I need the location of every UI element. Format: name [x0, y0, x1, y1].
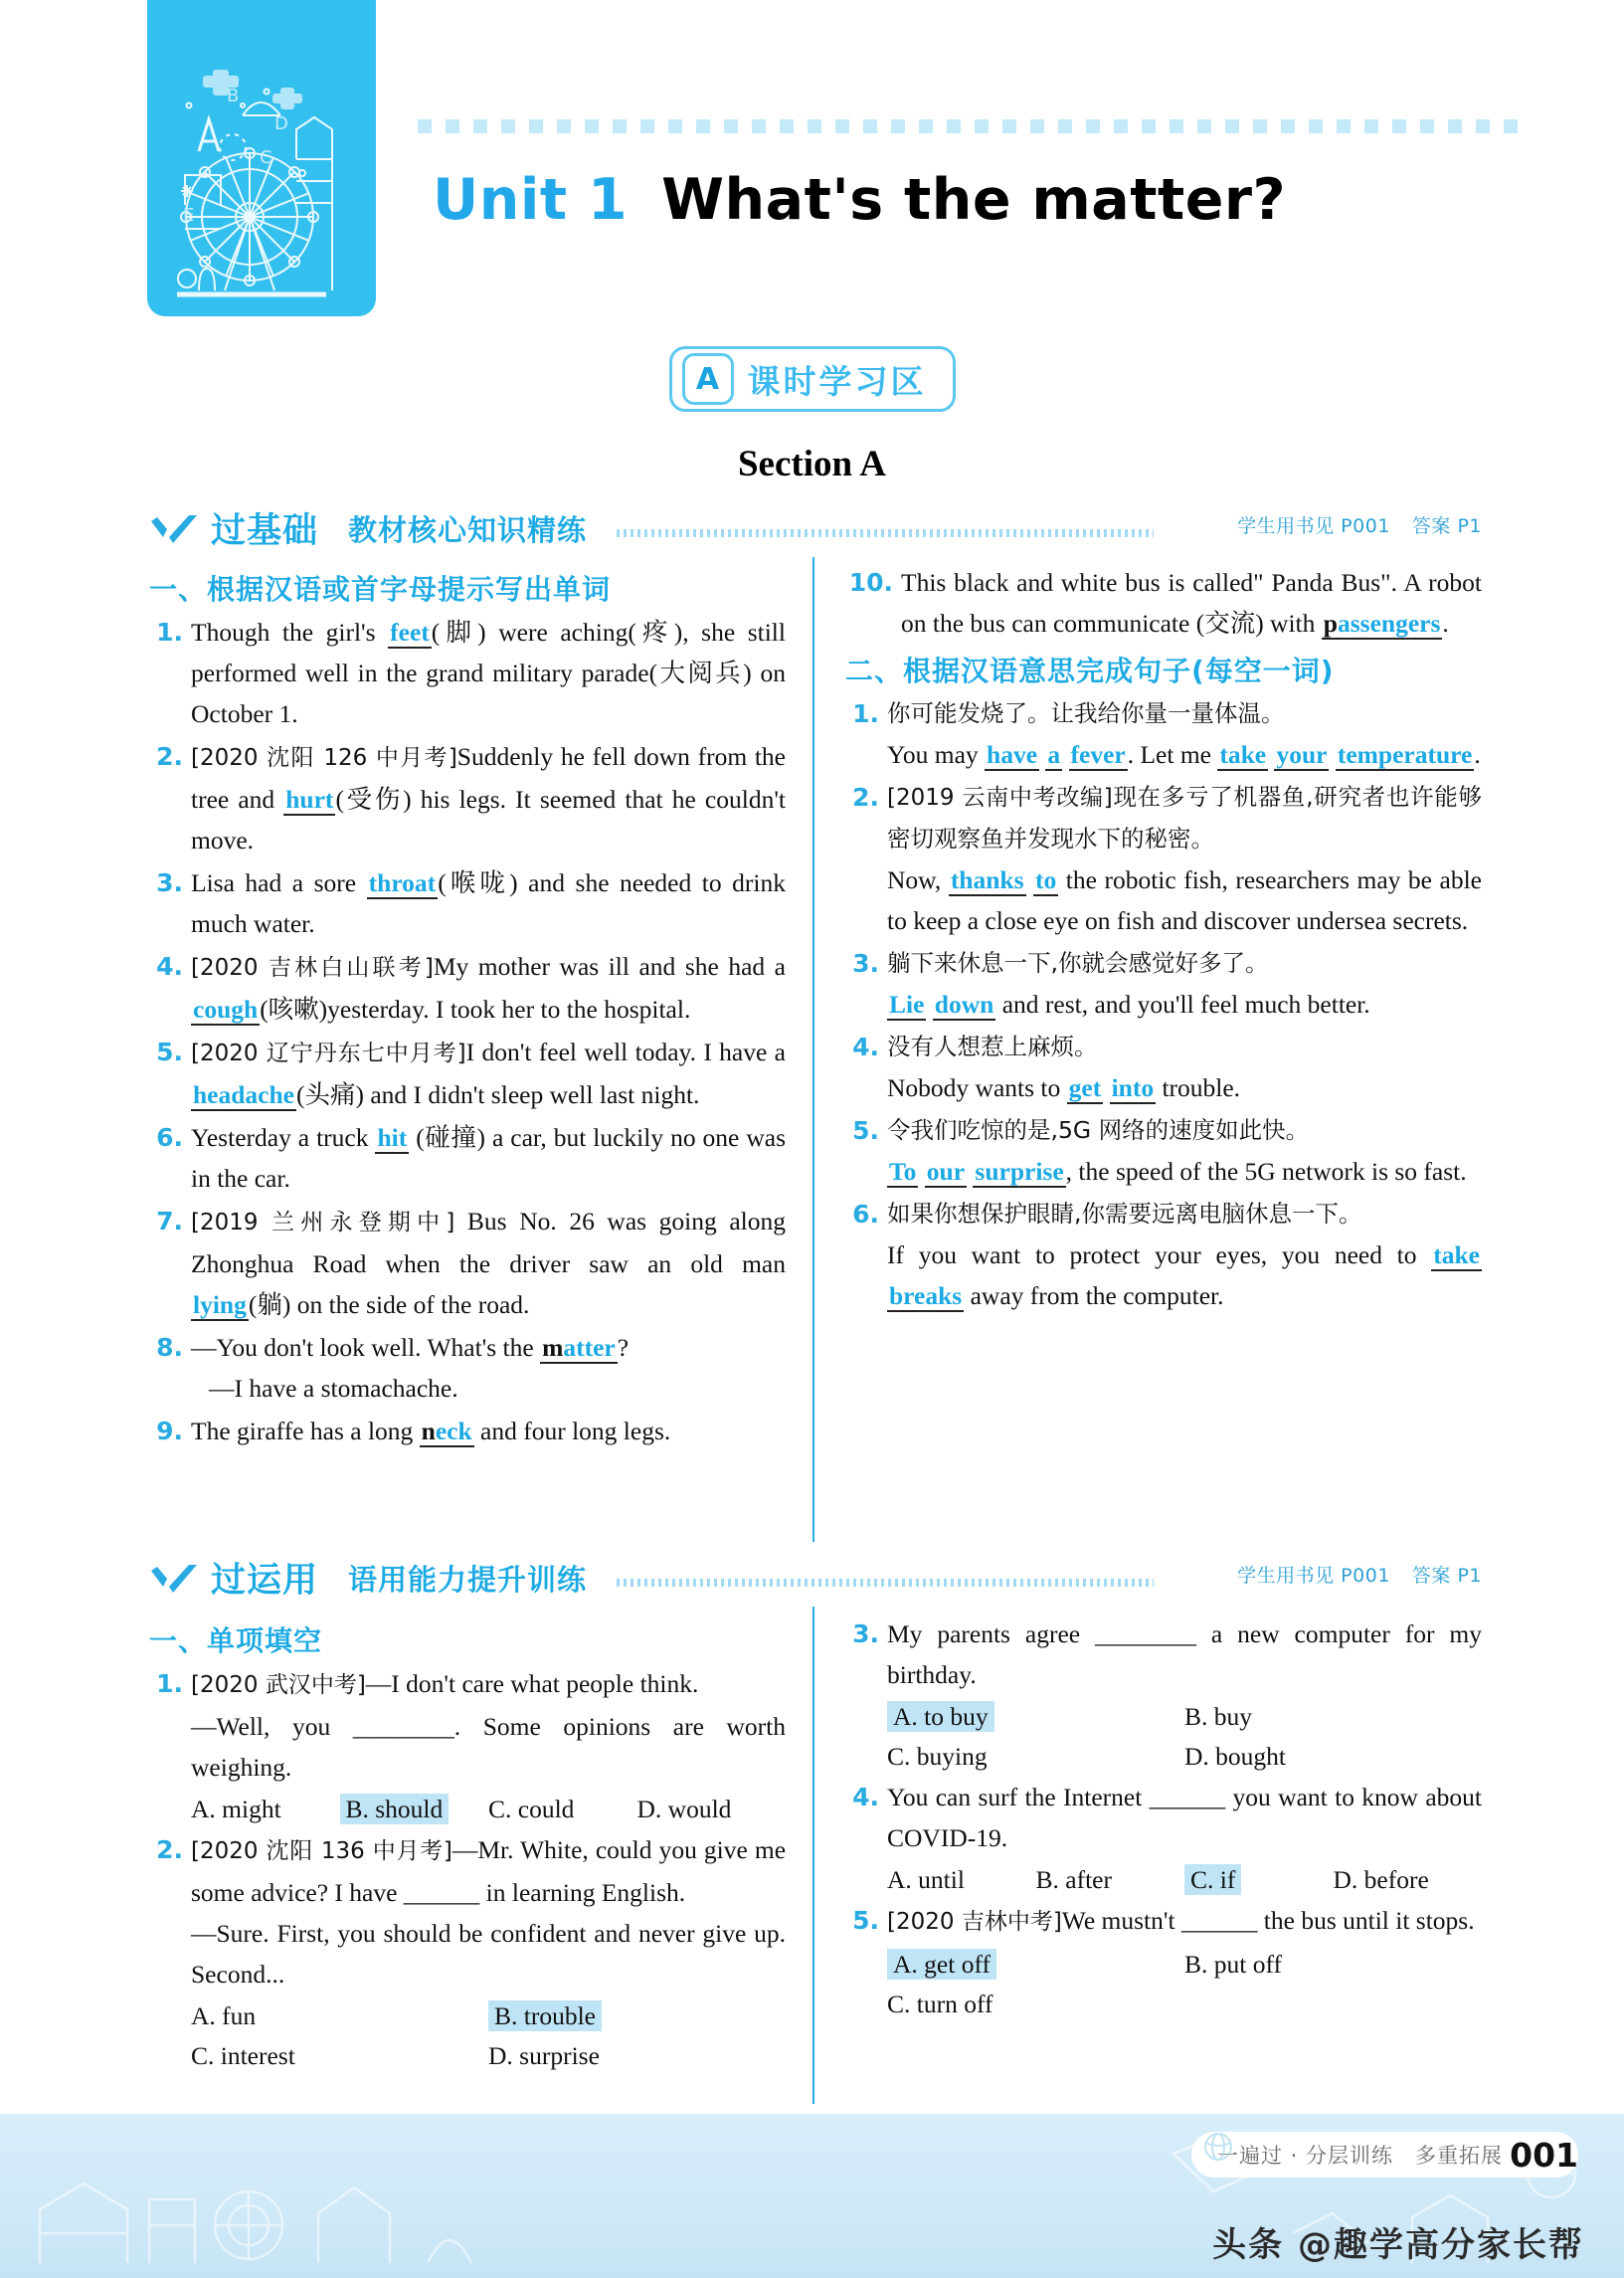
exam-source: [2020 沈阳 136 中月考] — [191, 1838, 452, 1864]
exercise-item — [149, 1117, 786, 1199]
reference-answer: 答案 P1 — [1411, 515, 1482, 537]
correct-answer: B. should — [340, 1794, 450, 1824]
option-text: D. before — [1333, 1865, 1429, 1894]
mc-option[interactable] — [1334, 1860, 1483, 1900]
column-top-right — [845, 562, 1482, 1318]
item-number: 4. — [852, 1033, 879, 1061]
exercise-item — [149, 612, 786, 734]
mc-option[interactable] — [488, 1996, 786, 2036]
mc-option[interactable] — [637, 1790, 787, 1829]
correct-answer: C. if — [1184, 1864, 1241, 1895]
question-text: My mother was ill and she had a — [433, 952, 786, 981]
item-body — [183, 1032, 786, 1115]
question-text — [1329, 740, 1335, 769]
exercise-item — [149, 1201, 786, 1325]
item-number: 3. — [852, 1619, 879, 1648]
column-top-left — [149, 562, 786, 1453]
correct-answer: A. get off — [887, 1949, 996, 1980]
item-body — [879, 1614, 1482, 1695]
mc-option-row — [845, 1985, 1482, 2024]
item-body — [183, 1411, 786, 1451]
exercise-item — [149, 736, 786, 860]
option-text: C. interest — [191, 2041, 295, 2070]
chinese-prompt: 你可能发烧了。让我给你量一量体温。 — [887, 699, 1285, 727]
option-text: A. might — [191, 1795, 281, 1823]
english-answer-line — [887, 984, 1482, 1025]
mc-option[interactable] — [340, 1790, 489, 1829]
option-text: D. bought — [1184, 1742, 1286, 1771]
exam-source: [2019 兰州永登期中] — [191, 1210, 455, 1235]
answer-word: have — [987, 740, 1038, 769]
title-dotted-rule — [418, 119, 1532, 133]
question-text: This black and white bus is called" Panda Bus". A robot on the bus can communicate (交流) with — [901, 568, 1482, 638]
column-bottom-right — [845, 1614, 1482, 2024]
page-footer — [0, 2114, 1624, 2278]
mc-stem-line: —Sure. First, you should be confident and never give up. Second... — [191, 1919, 786, 1989]
answer-word: breaks — [889, 1281, 963, 1310]
exercise-item — [845, 777, 1482, 941]
check-icon — [149, 1563, 201, 1595]
mc-option[interactable] — [1184, 1860, 1334, 1900]
question-text: Nobody wants to — [887, 1073, 1067, 1102]
english-answer-line — [887, 859, 1482, 941]
answer-suffix: eck — [435, 1417, 472, 1445]
mc-option[interactable] — [191, 2036, 488, 2076]
question-text: (喉咙) and she needed to drink much water. — [191, 868, 786, 938]
answer-word: your — [1276, 740, 1328, 769]
answer-word: hurt — [285, 785, 334, 814]
question-text: (碰撞) a car, but luckily no one was in the car. — [191, 1123, 787, 1193]
part2-items — [845, 693, 1482, 1316]
answer-word: headache — [193, 1080, 294, 1109]
english-answer-line — [887, 1151, 1482, 1192]
part2-heading: 二、根据汉语意思完成句子(每空一词) — [845, 655, 1335, 687]
answer-word: our — [926, 1157, 966, 1186]
exercise-item — [845, 1110, 1482, 1192]
answer-word: Lie — [889, 990, 925, 1019]
mc-item — [149, 1663, 786, 1829]
globe-icon — [1203, 2132, 1233, 2162]
mc-stem-line: [2020 沈阳 136 中月考]—Mr. White, could you give me some advice? I have ______ in learning English. — [191, 1835, 787, 1907]
correct-answer: A. to buy — [887, 1701, 994, 1732]
mc-option[interactable] — [191, 1996, 488, 2036]
svg-text:C: C — [260, 147, 272, 168]
question-text — [1062, 740, 1068, 769]
english-answer-line — [887, 734, 1482, 775]
answer-word: get — [1068, 1073, 1102, 1102]
watermark: 头条 @趣学高分家长帮 — [1212, 2225, 1584, 2265]
question-text: If you want to protect your eyes, you need to — [887, 1240, 1432, 1269]
exercise-item — [149, 862, 786, 944]
question-text: (躺) on the side of the road. — [248, 1290, 530, 1319]
section-rule — [617, 1579, 1154, 1587]
part3-heading: 一、单项填空 — [149, 1624, 323, 1657]
part1-items-right — [845, 562, 1482, 644]
mc-option[interactable] — [1036, 1860, 1185, 1900]
page-title — [433, 167, 1286, 233]
reference-answer: 答案 P1 — [1411, 1565, 1482, 1587]
unit-title-text: What's the matter? — [661, 167, 1287, 233]
answer-word: hit — [377, 1123, 408, 1152]
item-body — [879, 1110, 1482, 1192]
mc-stem — [845, 1900, 1482, 1943]
option-text: B. buy — [1184, 1702, 1253, 1731]
answer-word: to — [1035, 865, 1057, 894]
column-divider-bottom — [812, 1607, 814, 2104]
item-number: 1. — [852, 699, 879, 728]
question-text: Lisa had a sore — [191, 868, 367, 897]
question-text: ? — [617, 1333, 630, 1362]
option-text: C. turn off — [887, 1990, 993, 2018]
chinese-prompt: 令我们吃惊的是,5G 网络的速度如此快。 — [887, 1116, 1310, 1144]
english-answer-line — [887, 1234, 1482, 1316]
section-subtitle: 教材核心知识精练 — [348, 513, 588, 547]
question-text: Now, — [887, 865, 949, 894]
section-rule — [617, 529, 1154, 537]
item-number: 2. — [156, 1835, 183, 1864]
item-number: 6. — [852, 1200, 879, 1229]
answer-word: surprise — [975, 1157, 1064, 1186]
mc-option[interactable] — [1184, 1737, 1482, 1777]
item-body — [879, 1777, 1482, 1858]
exercise-item — [845, 943, 1482, 1025]
question-text: Yesterday a truck — [191, 1123, 376, 1152]
badge-label: 课时学习区 — [747, 361, 927, 401]
item-number: 2. — [852, 783, 879, 812]
item-body — [893, 562, 1482, 644]
exam-source: [2020 沈阳 126 中月考] — [191, 745, 457, 771]
reference-book: 学生用书见 P001 — [1237, 515, 1390, 537]
mc-stem-line: —Well, you ________. Some opinions are worth weighing. — [191, 1712, 786, 1782]
mc-option-row — [845, 1860, 1482, 1900]
exam-source: [2020 吉林白山联考] — [191, 955, 434, 981]
answer-word: thanks — [950, 865, 1024, 894]
item-number: 9. — [156, 1417, 183, 1445]
study-zone-badge — [669, 346, 956, 412]
chinese-prompt: 躺下来休息一下,你就会感觉好多了。 — [887, 949, 1269, 977]
answer-suffix: atter — [563, 1333, 616, 1362]
answer-suffix: assengers — [1337, 609, 1441, 638]
part1-items-left — [149, 612, 786, 1451]
mc-option[interactable] — [488, 2036, 786, 2076]
option-text: D. surprise — [488, 2041, 600, 2070]
mc-option[interactable] — [488, 1790, 637, 1829]
column-bottom-left — [149, 1614, 786, 2076]
mc-item — [149, 1829, 786, 2076]
item-number: 4. — [156, 952, 183, 981]
question-text — [1026, 865, 1034, 894]
question-text: , the speed of the 5G network is so fast. — [1065, 1157, 1467, 1186]
section-reference — [1237, 1561, 1482, 1588]
answer-word: fever — [1070, 740, 1126, 769]
mc-option-row — [845, 1737, 1482, 1777]
item-body — [183, 946, 786, 1030]
item-number: 2. — [156, 742, 183, 771]
item-number: 5. — [156, 1038, 183, 1066]
study-zone-badge-wrap — [0, 346, 1624, 412]
exercise-item — [845, 562, 1482, 644]
answer-word: into — [1111, 1073, 1155, 1102]
mc-stem-line: You can surf the Internet ______ you want to know about COVID-19. — [887, 1783, 1482, 1852]
badge-letter: A — [682, 353, 734, 405]
chinese-prompt: [2019 云南中考改编]现在多亏了机器鱼,研究者也许能够密切观察鱼并发现水下的秘密。 — [887, 783, 1482, 853]
section-header-yunyong — [149, 1557, 1482, 1603]
exercise-item — [149, 946, 786, 1030]
question-text: (头痛) and I didn't sleep well last night. — [296, 1080, 700, 1109]
question-text: . Let me — [1127, 740, 1218, 769]
exam-source: [2020 辽宁丹东七中月考] — [191, 1041, 466, 1066]
exercise-item — [149, 1032, 786, 1115]
question-text: I don't feel well today. I have a — [465, 1038, 786, 1066]
question-text: away from the computer. — [964, 1281, 1224, 1310]
option-text: D. would — [636, 1795, 732, 1823]
question-text: and rest, and you'll feel much better. — [995, 990, 1370, 1019]
item-number: 5. — [852, 1116, 879, 1145]
mc-option[interactable] — [1184, 1945, 1482, 1985]
mc-stem-line: [2020 武汉中考]—I don't care what people think. — [191, 1669, 699, 1698]
answer-word: cough — [193, 995, 259, 1024]
question-text: (咳嗽)yesterday. I took her to the hospital. — [260, 995, 691, 1024]
question-text: Suddenly he fell down from the tree and — [191, 742, 786, 814]
answer-word: temperature — [1337, 740, 1473, 769]
answer-word: To — [889, 1157, 917, 1186]
answer-word: feet — [390, 618, 430, 647]
question-text — [918, 1157, 924, 1186]
answer-word: throat — [368, 868, 437, 897]
mc-item — [845, 1777, 1482, 1900]
item-number: 4. — [852, 1783, 879, 1811]
item-body — [183, 862, 786, 944]
mc-stem — [149, 1829, 786, 1994]
option-text: B. after — [1035, 1865, 1112, 1894]
mc-option-row — [845, 1945, 1482, 1985]
column-divider-top — [812, 557, 814, 1542]
answer-word: take — [1219, 740, 1267, 769]
exam-source: [2020 吉林中考] — [887, 1909, 1062, 1935]
footer-brand-text: 一遍过 · 分层训练 多重拓展 — [1216, 2144, 1503, 2168]
mc-option[interactable] — [887, 1697, 1184, 1737]
question-text: . — [1442, 609, 1449, 638]
question-text: (受伤) his legs. It seemed that he couldn't move. — [191, 785, 787, 854]
part3-items-left — [149, 1663, 786, 2076]
reference-book: 学生用书见 P001 — [1237, 1565, 1390, 1587]
answer-prefix: p — [1323, 609, 1338, 638]
question-text: You may — [887, 740, 986, 769]
option-text: A. until — [887, 1865, 965, 1894]
question-text: . — [1474, 740, 1481, 769]
question-text: —You don't look well. What's the — [191, 1333, 541, 1362]
item-number: 7. — [156, 1207, 183, 1235]
item-number: 1. — [156, 618, 183, 647]
exam-source: [2020 武汉中考] — [191, 1672, 366, 1698]
item-number: 10. — [848, 568, 893, 597]
correct-answer: B. trouble — [488, 2000, 602, 2031]
mc-option[interactable] — [887, 1985, 1184, 2024]
section-reference — [1237, 511, 1482, 538]
question-text — [926, 990, 932, 1019]
answer-word: lying — [193, 1290, 247, 1319]
part1-heading: 一、根据汉语或首字母提示写出单词 — [149, 573, 612, 606]
mc-option-row — [149, 1790, 786, 1829]
answer-word: a — [1047, 740, 1061, 769]
mc-option[interactable] — [1184, 1697, 1482, 1737]
mc-option[interactable] — [887, 1945, 1184, 1985]
chinese-prompt: 没有人想惹上麻烦。 — [887, 1033, 1098, 1060]
mc-stem-line: [2020 吉林中考]We mustn't ______ the bus until it stops. — [887, 1906, 1475, 1935]
section-heading: Section A — [737, 444, 887, 484]
item-number: 1. — [156, 1669, 183, 1698]
item-body — [183, 1829, 786, 1994]
item-body — [879, 1900, 1482, 1943]
exam-source: [2019 云南中考改编] — [887, 785, 1113, 811]
exercise-item — [149, 1327, 786, 1409]
item-number: 3. — [852, 949, 879, 978]
mc-option-row — [845, 1697, 1482, 1737]
question-text: and four long legs. — [473, 1417, 671, 1445]
item-body — [183, 1327, 786, 1409]
mc-option[interactable] — [887, 1860, 1036, 1900]
item-number: 6. — [156, 1123, 183, 1152]
mc-option-row — [149, 2036, 786, 2076]
decorative-side-tab — [147, 0, 376, 316]
page-number: 001 — [1510, 2135, 1578, 2175]
ferris-wheel-illustration — [147, 0, 376, 316]
answer-prefix: n — [421, 1417, 436, 1445]
option-text: A. fun — [191, 2001, 257, 2030]
option-text: B. put off — [1184, 1950, 1282, 1979]
check-icon — [149, 513, 201, 545]
answer-word: take — [1433, 1240, 1480, 1269]
item-body — [879, 943, 1482, 1025]
mc-stem — [845, 1777, 1482, 1858]
option-text: C. could — [488, 1795, 575, 1823]
section-header-jichu — [149, 507, 1482, 553]
question-text: trouble. — [1156, 1073, 1241, 1102]
item-number: 8. — [156, 1333, 183, 1362]
mc-stem — [149, 1663, 786, 1788]
item-body — [183, 1663, 786, 1788]
svg-text:E: E — [183, 205, 195, 226]
section-subtitle: 语用能力提升训练 — [348, 1563, 588, 1597]
svg-text:D: D — [274, 113, 288, 134]
question-text: The giraffe has a long — [191, 1417, 420, 1445]
item-body — [879, 777, 1482, 941]
item-body — [183, 1201, 786, 1325]
item-number: 5. — [852, 1906, 879, 1935]
question-text: Bus No. 26 was going along Zhonghua Road when the driver saw an old man — [191, 1207, 787, 1278]
item-body — [879, 1194, 1482, 1316]
item-body — [183, 736, 786, 860]
mc-option[interactable] — [887, 1737, 1184, 1777]
item-number: 3. — [156, 868, 183, 897]
mc-stem — [845, 1614, 1482, 1695]
option-text: C. buying — [887, 1742, 988, 1771]
chinese-prompt: 如果你想保护眼睛,你需要远离电脑休息一下。 — [887, 1200, 1362, 1228]
exercise-item — [845, 1194, 1482, 1316]
part3-items-right — [845, 1614, 1482, 2024]
exercise-item — [845, 1027, 1482, 1108]
item-body — [879, 1027, 1482, 1108]
answer-prefix: m — [542, 1333, 564, 1362]
english-answer-line — [887, 1067, 1482, 1108]
answer-word: down — [934, 990, 994, 1019]
section-tag: 过基础 — [211, 511, 319, 551]
exercise-item — [845, 693, 1482, 775]
question-text: (脚) were aching(疼), she still performed well in the grand military parade(大阅兵) on October 1. — [191, 618, 786, 728]
question-text: the robotic fish, researchers may be able to keep a close eye on fish and discover undersea secrets. — [887, 865, 1482, 935]
item-body — [183, 1117, 786, 1199]
exercise-item — [149, 1411, 786, 1451]
item-body — [879, 693, 1482, 775]
svg-text:B: B — [227, 86, 240, 106]
dialog-line: —I have a stomachache. — [209, 1374, 458, 1403]
mc-option-row — [149, 1996, 786, 2036]
item-body — [183, 612, 786, 734]
question-text — [1103, 1073, 1109, 1102]
mc-item — [845, 1900, 1482, 2024]
question-text: Though the girl's — [191, 618, 389, 647]
mc-item — [845, 1614, 1482, 1777]
mc-option[interactable] — [191, 1790, 340, 1829]
section-tag: 过运用 — [211, 1561, 319, 1601]
unit-number: Unit 1 — [433, 167, 629, 233]
mc-stem-line: My parents agree ________ a new computer for my birthday. — [887, 1619, 1482, 1689]
